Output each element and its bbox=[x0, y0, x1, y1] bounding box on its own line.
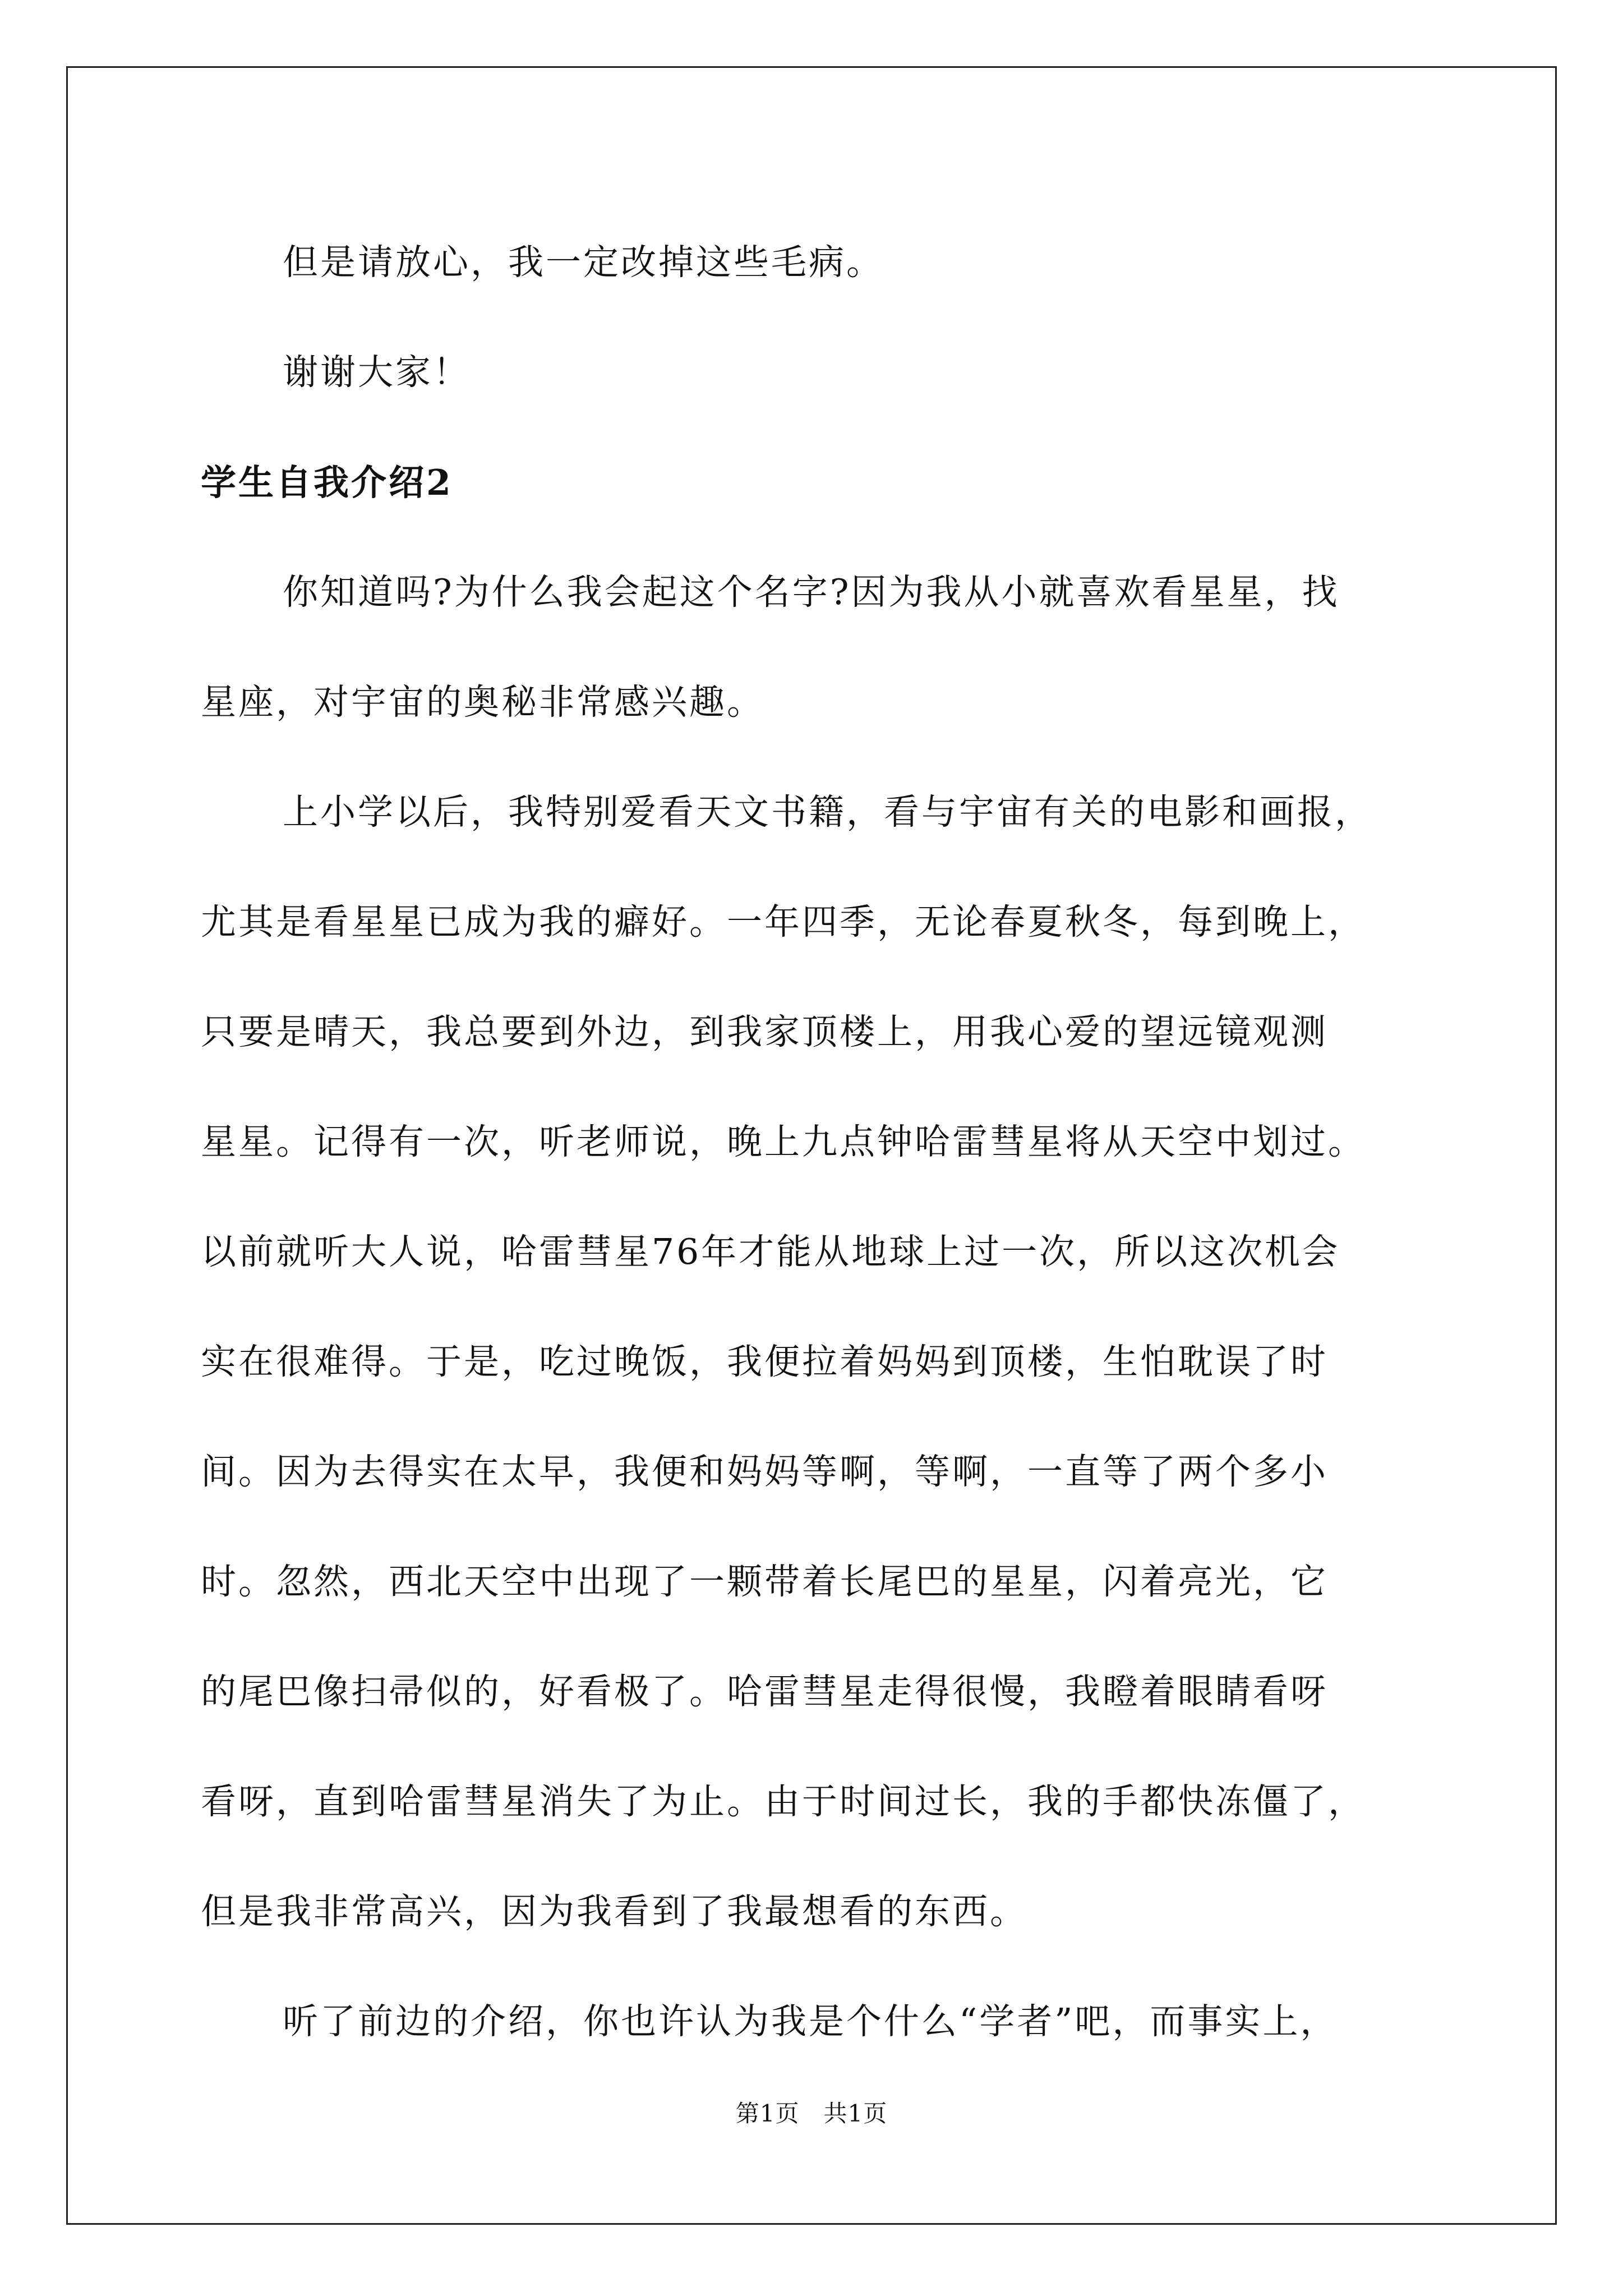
text-line: 实在很难得。于是，吃过晚饭，我便拉着妈妈到顶楼，生怕耽误了时 bbox=[201, 1341, 1328, 1382]
paragraph bbox=[201, 208, 1449, 318]
section-heading bbox=[201, 427, 1449, 537]
text-line: 只要是晴天，我总要到外边，到我家顶楼上，用我心爱的望远镜观测 bbox=[201, 1011, 1328, 1052]
paragraph bbox=[201, 1967, 1449, 2077]
text-line: 星星。记得有一次，听老师说，晚上九点钟哈雷彗星将从天空中划过。 bbox=[201, 1121, 1366, 1162]
text-line: 看呀，直到哈雷彗星消失了为止。由于时间过长，我的手都快冻僵了， bbox=[201, 1781, 1366, 1822]
text-line: 间。因为去得实在太早，我便和妈妈等啊，等啊，一直等了两个多小 bbox=[201, 1451, 1328, 1492]
text-line: 但是我非常高兴，因为我看到了我最想看的东西。 bbox=[201, 1891, 1027, 1932]
text-line: 你知道吗?为什么我会起这个名字?因为我从小就喜欢看星星，找 bbox=[283, 572, 1340, 613]
text-line: 但是请放心，我一定改掉这些毛病。 bbox=[283, 242, 884, 283]
text-line: 谢谢大家！ bbox=[283, 352, 471, 393]
paragraph bbox=[201, 318, 1449, 427]
text-line: 的尾巴像扫帚似的，好看极了。哈雷彗星走得很慢，我瞪着眼睛看呀 bbox=[201, 1671, 1328, 1712]
page-number-footer: 第1页 共1页 bbox=[735, 2100, 888, 2127]
paragraph bbox=[201, 757, 1449, 1967]
text-line: 时。忽然，西北天空中出现了一颗带着长尾巴的星星，闪着亮光，它 bbox=[201, 1561, 1328, 1602]
text-line: 以前就听大人说，哈雷彗星76年才能从地球上过一次，所以这次机会 bbox=[201, 1231, 1340, 1272]
text-line: 听了前边的介绍，你也许认为我是个什么“学者”吧，而事实上， bbox=[283, 2001, 1338, 2042]
text-line: 尤其是看星星已成为我的癖好。一年四季，无论春夏秋冬，每到晚上， bbox=[201, 901, 1366, 942]
text-line: 上小学以后，我特别爱看天文书籍，看与宇宙有关的电影和画报， bbox=[283, 792, 1372, 832]
heading-text: 学生自我介绍2 bbox=[201, 462, 453, 503]
paragraph bbox=[201, 537, 1449, 757]
text-line: 星座，对宇宙的奥秘非常感兴趣。 bbox=[201, 682, 764, 723]
document-body bbox=[201, 208, 1449, 2077]
